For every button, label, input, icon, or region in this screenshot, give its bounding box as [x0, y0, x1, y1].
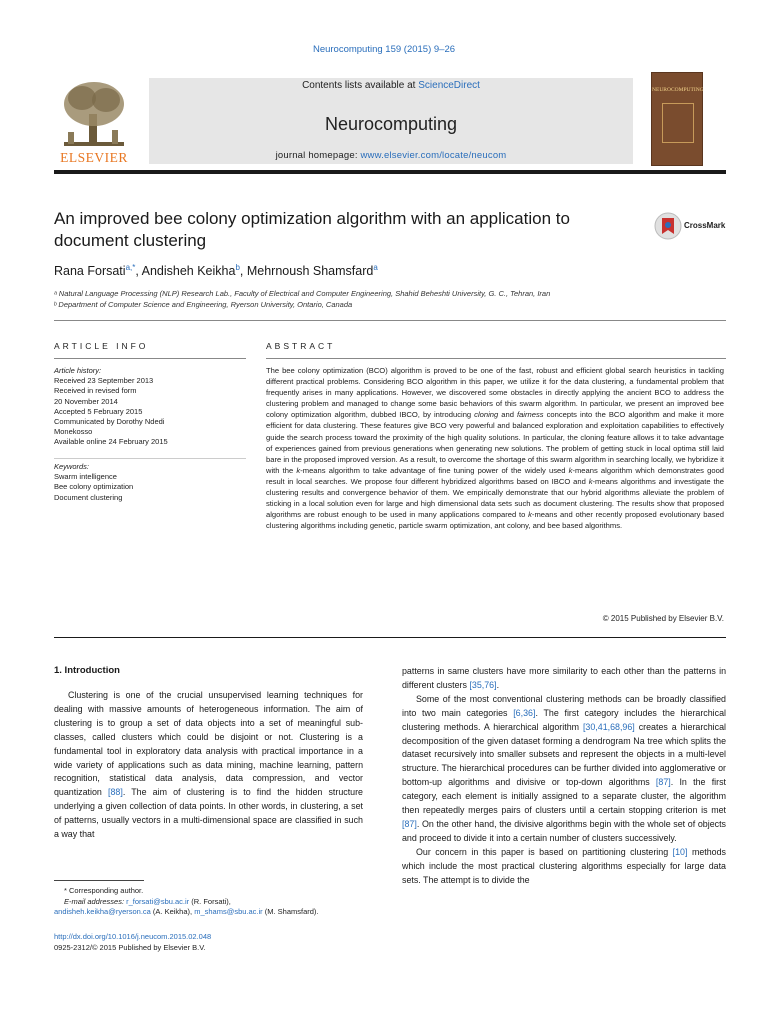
journal-homepage-line [149, 150, 633, 161]
affiliation-a: ᵃ Natural Language Processing (NLP) Research Lab., Faculty of Electrical and Computer Engineering, Shahid Beheshti University, G. C., Tehran, Iran [54, 289, 551, 298]
elsevier-logo [54, 76, 134, 168]
footnote-rule [54, 880, 144, 881]
issn-line: 0925-2312/© 2015 Published by Elsevier B.V. [54, 942, 206, 952]
abstract-segment: -means algorithms and investigate the clustering results and convergence behavior of them. We empirically demonstrate that our hybrid algorithms alleviate the problem of sticking in a local solution even for large and high dimensional data sets such as document clustering. The results show that proposed algorithms are robust enough to be used in many applications compared to [266, 476, 724, 520]
body-column-left [54, 689, 363, 842]
keyword: Bee colony optimization [54, 482, 134, 492]
crossmark-label: CrossMark [684, 221, 726, 230]
history-line: Accepted 5 February 2015 [54, 406, 143, 416]
text-segment: methods which include the most practical clustering algorithms especially for large data sets. The attempt is to divide the [402, 846, 726, 885]
journal-reference-link[interactable]: Neurocomputing 159 (2015) 9–26 [312, 44, 456, 55]
abstract-segment: -means algorithm which demonstrates good result in local searches. We propose four different hybridized algorithms based on IBCO and [266, 465, 725, 486]
author-list [54, 263, 378, 278]
journal-banner-box [149, 78, 633, 164]
article-info-heading: ARTICLE INFO [54, 341, 149, 351]
history-line: Monekosso [54, 427, 93, 437]
citation-link[interactable]: [10] [672, 846, 688, 857]
text-segment: . [496, 679, 500, 690]
history-line: Communicated by Dorothy Ndedi [54, 417, 165, 427]
author-affiliation-marker[interactable]: b [235, 263, 240, 272]
author-separator: , [135, 264, 142, 279]
paragraph [402, 693, 726, 846]
cover-graphic [662, 103, 694, 143]
author-name[interactable]: Rana Forsati [54, 264, 126, 279]
keyword: Document clustering [54, 492, 123, 502]
keywords-label: Keywords: [54, 462, 90, 471]
abstract-copyright: © 2015 Published by Elsevier B.V. [602, 614, 724, 623]
text-segment: Our concern in this paper is based on partitioning clustering [416, 846, 673, 857]
abstract-segment: -means algorithm to take advantage of fine tuning power of the widely used [300, 465, 569, 475]
abstract-heading: ABSTRACT [266, 341, 336, 351]
text-segment: Clustering is one of the crucial unsupervised learning techniques for dealing with massive amounts of heterogeneous information. The aim of clustering is to group a set of data objects into a set of meaningful sub-classes, called clusters which could be disjoint or not. Clustering is a fundamental tool in exploratory data analysis with practical importance in a wide variety of applications such as data mining, machine learning, pattern recognition, statistical data analysis, data compression, and vector quantization [54, 690, 363, 798]
text-segment: creates a hierarchical decomposition of the given dataset forming a dendrogram Na tree which splits the dataset recursively into smaller subsets and represent the objects in a multi-level structure. The hierarchical procedures can be further divided into agglomerative or bottom-up algorithms and divisive or top-down algorithms [402, 721, 726, 788]
history-line: Received 23 September 2013 [54, 376, 154, 386]
body-column-right [402, 665, 726, 888]
journal-cover-thumbnail[interactable] [651, 72, 703, 166]
text-segment: . On the other hand, the divisive algorithms begin with the whole set of objects and proceed to divide it into a certain number of clusters successively. [402, 818, 726, 843]
text-segment: Some of the most conventional clustering methods can be broadly classified into two main categories [402, 693, 726, 718]
email-link[interactable]: m_shams@sbu.ac.ir [194, 907, 263, 916]
section-heading-introduction: 1. Introduction [54, 665, 120, 676]
divider [54, 637, 726, 638]
history-label: Article history: [54, 366, 102, 375]
abstract-segment: -means and other recently proposed evolutionary based clustering algorithms including genetic, particle swarm optimization, ant colony, and bee based algorithms. [266, 510, 724, 531]
abstract-segment: The bee colony optimization (BCO) algorithm is proved to be one of the fast, robust and efficient global search heuristics in tackling different practical problems. Considering BCO algorithm in this paper, we utilize it for the data clustering, a fundamental problem that frequently arises in many applications. However, we discovered some obstacles in directly applying the ancient BCO to address the clustering problem and managed to change some basic behaviors of this swarm algorithm. In particular, we present an improved bee colony optimization algorithm, dubbed IBCO, by introducing [266, 366, 724, 420]
sciencedirect-link[interactable]: ScienceDirect [418, 80, 480, 91]
author-name[interactable]: Mehrnoush Shamsfard [246, 264, 374, 279]
paragraph [402, 846, 726, 888]
abstract-emphasis: k [568, 465, 573, 475]
abstract-emphasis: k [296, 465, 301, 475]
text-segment: patterns in same clusters have more similarity to each other than the patterns in different clusters [402, 666, 726, 690]
doi-link[interactable]: http://dx.doi.org/10.1016/j.neucom.2015.02.048 [54, 932, 212, 941]
citation-link[interactable]: [6,36] [513, 707, 536, 718]
abstract-emphasis: k [528, 510, 532, 520]
elsevier-wordmark: ELSEVIER [60, 150, 128, 165]
crossmark-badge[interactable] [654, 212, 744, 242]
homepage-prefix: journal homepage: [275, 150, 361, 161]
citation-link[interactable]: [87] [655, 777, 671, 788]
divider [54, 358, 246, 359]
divider [266, 358, 726, 359]
crossmark-icon [654, 212, 682, 240]
abstract-text [266, 365, 724, 531]
email-link[interactable]: r_forsati@sbu.ac.ir [126, 896, 190, 906]
doi-block [54, 932, 211, 953]
keywords [54, 462, 249, 503]
citation-link[interactable]: [88] [108, 787, 123, 798]
citation-link[interactable]: [87] [402, 818, 417, 829]
history-line: Received in revised form [54, 386, 137, 396]
email-label: E-mail addresses: [64, 896, 127, 906]
header-rule [54, 170, 726, 174]
divider [54, 458, 246, 459]
citation-link[interactable]: [30,41,68,96] [582, 721, 635, 732]
abstract-segment: and [498, 410, 517, 420]
keyword: Swarm intelligence [54, 472, 117, 482]
paragraph [54, 689, 363, 842]
citation-link[interactable]: [35,76] [469, 679, 497, 690]
cover-title: NEUROCOMPUTING [652, 87, 704, 93]
abstract-emphasis: fairness [516, 410, 544, 420]
journal-header-banner [54, 72, 726, 167]
journal-name: Neurocomputing [324, 114, 458, 134]
paragraph [402, 665, 726, 693]
author-name[interactable]: Andisheh Keikha [141, 264, 236, 279]
footnotes [54, 886, 374, 918]
corresponding-author-note: * Corresponding author. [64, 886, 144, 895]
divider [54, 320, 726, 321]
email-link[interactable]: andisheh.keikha@ryerson.ca [54, 907, 151, 916]
history-line: 20 November 2014 [54, 396, 118, 406]
article-history [54, 366, 249, 448]
abstract-segment: concepts into the BCO algorithm and make it more efficient for data clustering. These features give BCO very powerful and balanced exploration and exploitation capabilities to effectively guide the search process toward the proximity of the high quality solutions. In particular, the cloning feature allows it to take advantage of experiences gained from previous generations when generating new solutions. The problem of getting stuck in local optima still laid bare in the proposed improved version. As a result, to overcome the shortage of this swarm algorithm in searching locally, we hybridize it with the [266, 410, 724, 475]
author-affiliation-marker[interactable]: a,* [125, 263, 136, 272]
email-owner: (M. Shamsfard). [262, 907, 319, 916]
author-separator: , [239, 264, 247, 279]
journal-homepage-link[interactable]: www.elsevier.com/locate/neucom [360, 150, 507, 161]
author-affiliation-marker[interactable]: a [373, 263, 378, 272]
abstract-emphasis: cloning [474, 410, 499, 420]
history-line: Available online 24 February 2015 [54, 437, 168, 447]
article-title: An improved bee colony optimization algorithm with an application to document clustering [54, 209, 570, 250]
affiliation-b: ᵇ Department of Computer Science and Engineering, Ryerson University, Ontario, Canada [54, 300, 353, 309]
text-segment: . The aim of clustering is to find the hidden structure underlying a given collection of data points. In other words, in clustering, a set of patterns, usually vectors in a multi-dimensional space are classified in such a way that [54, 787, 363, 840]
email-line [54, 907, 374, 918]
email-line [54, 897, 374, 908]
email-owner: (R. Forsati), [189, 896, 231, 906]
contents-prefix: Contents lists available at [302, 80, 419, 91]
contents-line [149, 80, 633, 91]
abstract-emphasis: k [588, 476, 593, 486]
text-segment: . The first category includes the hierarchical clustering methods. A hierarchical algorithm [402, 707, 727, 732]
email-owner: (A. Keikha), [150, 907, 195, 916]
text-segment: . In the first category, each element is initially assigned to a separate cluster, the algorithm then repeatedly merges pairs of clusters until a certain stopping criterion is met [402, 777, 726, 816]
